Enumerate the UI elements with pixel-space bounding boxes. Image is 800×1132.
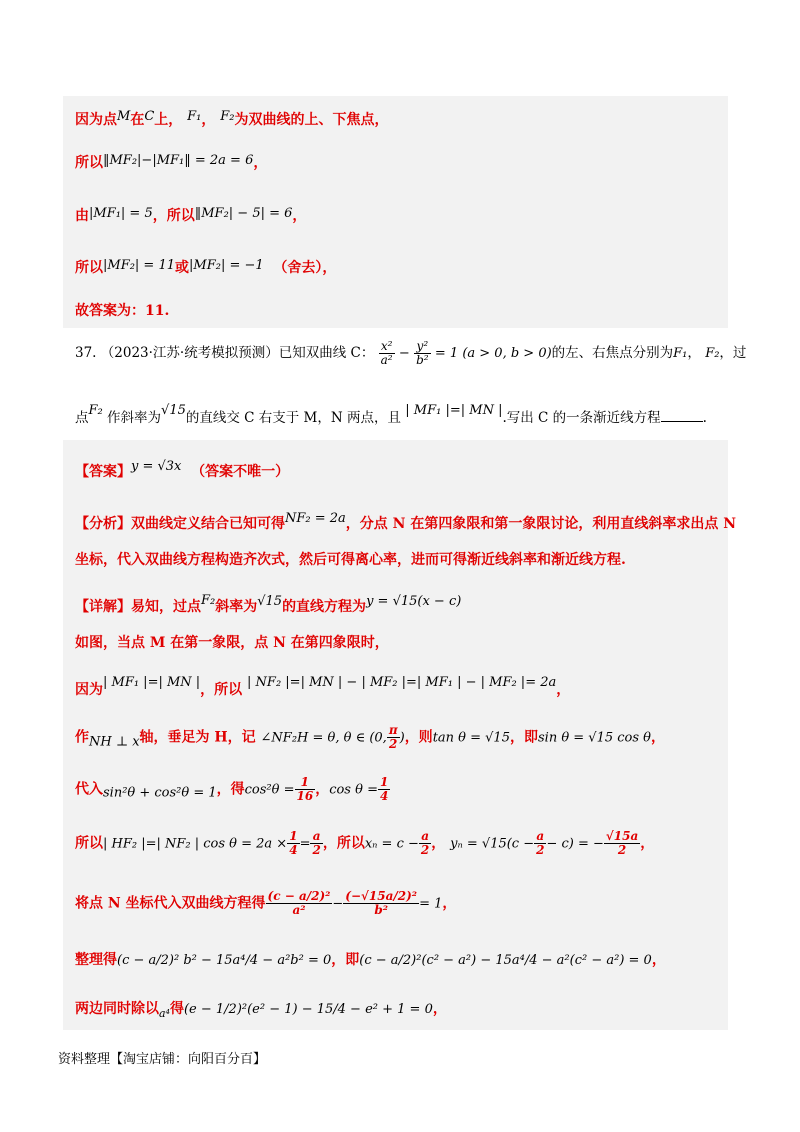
y2-over-b2: $\frac{\text{y²}}{\text{b²}}$ xyxy=(416,339,429,367)
detail-line-8: 整理得(c − a/2)² b² − 15a⁴/4 − a²b² = 0，即(c − a/2)²(c² − a²) − 15a⁴/4 − a²(c² − a²) = 0， xyxy=(75,952,666,968)
solution-line-3: 由|MF₁| = 5，所以‖MF₂| − 5| = 6， xyxy=(75,206,307,224)
answer-line: 【答案】y = √3x （答案不唯一） xyxy=(75,459,290,480)
detail-line-9: 两边同时除以$_{a^4}$得(e − 1/2)²(e² − 1) − 15/4 − e² + 1 = 0， xyxy=(75,1001,447,1020)
solution-line-2: 所以‖MF₂|−|MF₁‖ = 2a = 6， xyxy=(75,153,268,171)
solution-final-answer: 故答案为：11. xyxy=(75,303,170,319)
solution-line-1: 因为点M在C上， F₁， F₂为双曲线的上、下焦点， xyxy=(75,109,389,128)
detail-line-1: 【详解】易知，过点F₂斜率为√15的直线方程为y = √15(x − c) xyxy=(75,593,462,615)
answer-blank xyxy=(661,409,703,422)
detail-line-4: 作NH ⊥ x轴，垂足为 H，记 ∠NF₂H = θ, θ ∈ (0, $\frac{\pi}{2}$ )，则tan θ = √15，即sin θ = √15 cos θ， xyxy=(75,723,665,751)
solution-line-4: 所以|MF₂| = 11或|MF₂| = −1 （舍去）， xyxy=(75,258,337,276)
detail-line-3: 因为| MF₁ |=| MN |，所以 | NF₂ |=| MN | − | MF₂ |=| MF₁ | − | MF₂ |= 2a， xyxy=(75,675,571,698)
analysis-line-2: 坐标，代入双曲线方程构造齐次式，然后可得离心率，进而可得渐近线斜率和渐近线方程. xyxy=(75,552,626,568)
x2-over-a2: $\frac{\text{x²}}{\text{a²}}$ xyxy=(380,339,393,367)
detail-line-6: 所以| HF₂ |=| NF₂ | cos θ = 2a × $\frac{1}{4}$ = $\frac{a}{2}$ ，所以xₙ = c − $\frac{a}{2}$ ， yₙ = √15(c − $\frac{a}{2}$ − c) = − $\frac{√15a}{2}$ ， xyxy=(75,829,655,857)
question-line-1: 37. （2023·江苏·统考模拟预测）已知双曲线 C： $\frac{\text{x²}}{\text{a²}}$ − $\frac{\text{y²}}{\text{b²}}$ = 1 (a > 0, b > 0)的左、右焦点分别为F₁， F₂，过 xyxy=(75,339,747,367)
detail-line-7: 将点 N 坐标代入双曲线方程得 $\frac{\text{(c − a/2)²}}{\text{a²}}$ − $\frac{\text{(−√15a/2)²}}{\text{b²}}$ = 1， xyxy=(75,889,457,917)
detail-line-5: 代入sin²θ + cos²θ = 1，得cos²θ = $\frac{1}{16}$ ，cos θ = $\frac{1}{4}$ xyxy=(75,775,389,803)
question-line-2: 点F₂ 作斜率为√15的直线交 C 右支于 M，N 两点，且 | MF₁ |=| MN |.写出 C 的一条渐近线方程 . xyxy=(75,403,707,426)
detail-line-2: 如图，当点 M 在第一象限，点 N 在第四象限时， xyxy=(75,635,389,651)
footer-source: 资料整理【淘宝店铺：向阳百分百】 xyxy=(58,1052,267,1067)
analysis-line-1: 【分析】双曲线定义结合已知可得NF₂ = 2a，分点 N 在第四象限和第一象限讨论，利用直线斜率求出点 N xyxy=(75,511,737,532)
